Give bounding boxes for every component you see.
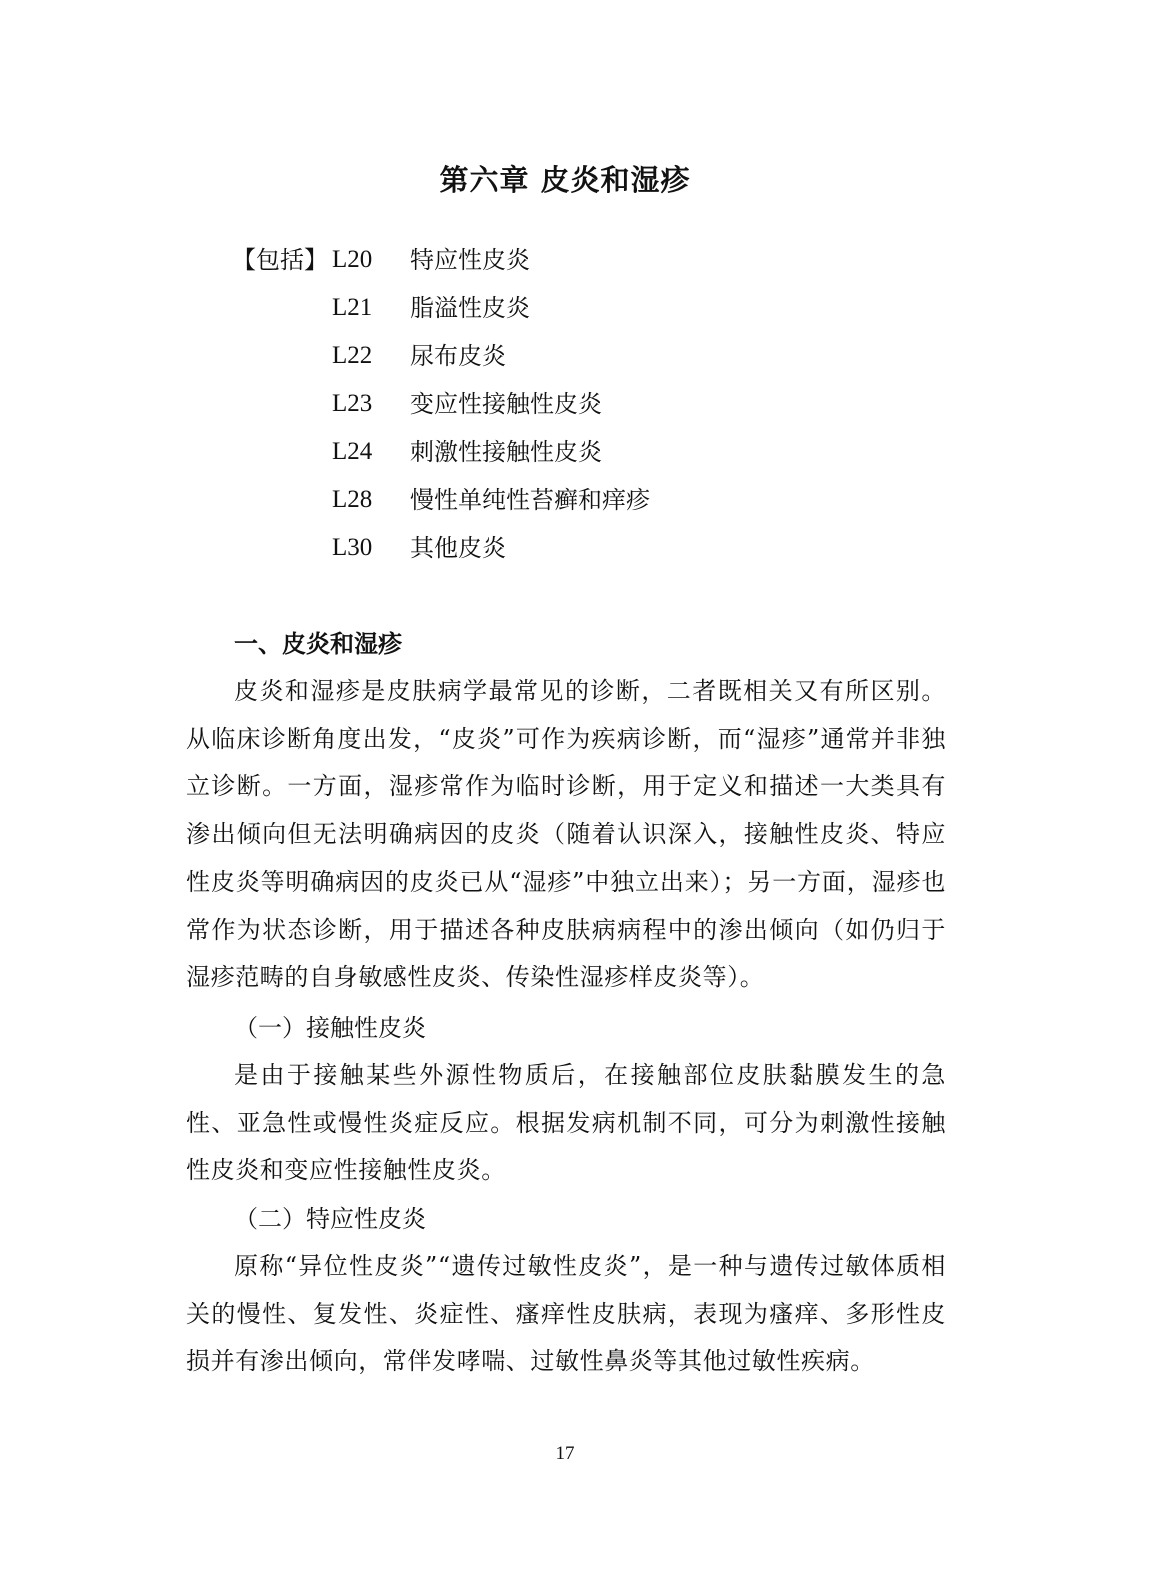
section-heading: 一、皮炎和湿疹 <box>234 630 402 658</box>
includes-row <box>0 336 1152 376</box>
page-number: 17 <box>555 1443 575 1464</box>
subsection-heading: （二）特应性皮炎 <box>234 1205 426 1233</box>
disease-name: 其他皮炎 <box>410 534 506 562</box>
disease-name: 慢性单纯性苔癣和痒疹 <box>410 486 650 514</box>
icd-code: L28 <box>332 486 373 513</box>
icd-code: L30 <box>332 534 373 561</box>
disease-name: 特应性皮炎 <box>410 246 530 274</box>
includes-row <box>0 480 1152 520</box>
subsection-paragraph: 原称“异位性皮炎”“遗传过敏性皮炎”，是一种与遗传过敏体质相关的慢性、复发性、炎症性、瘙痒性皮肤病，表现为瘙痒、多形性皮损并有渗出倾向，常伴发哮喘、过敏性鼻炎等其他过敏性疾病。 <box>186 1252 946 1376</box>
disease-name: 变应性接触性皮炎 <box>410 390 602 418</box>
includes-row <box>0 240 1152 280</box>
intro-paragraph: 皮炎和湿疹是皮肤病学最常见的诊断，二者既相关又有所区别。从临床诊断角度出发，“皮炎”可作为疾病诊断，而“湿疹”通常并非独立诊断。一方面，湿疹常作为临时诊断，用于定义和描述一大类具有渗出倾向但无法明确病因的皮炎（随着认识深入，接触性皮炎、特应性皮炎等明确病因的皮炎已从“湿疹”中独立出来）；另一方面，湿疹也常作为状态诊断，用于描述各种皮肤病病程中的渗出倾向（如仍归于湿疹范畴的自身敏感性皮炎、传染性湿疹样皮炎等）。 <box>186 677 946 992</box>
includes-label: 【包括】 <box>232 246 328 274</box>
includes-row <box>0 432 1152 472</box>
icd-code: L20 <box>332 246 373 273</box>
disease-name: 脂溢性皮炎 <box>410 294 530 322</box>
subsection-paragraph: 是由于接触某些外源性物质后，在接触部位皮肤黏膜发生的急性、亚急性或慢性炎症反应。根据发病机制不同，可分为刺激性接触性皮炎和变应性接触性皮炎。 <box>186 1061 946 1185</box>
icd-code: L24 <box>332 438 373 465</box>
disease-name: 刺激性接触性皮炎 <box>410 438 602 466</box>
includes-row <box>0 528 1152 568</box>
icd-code: L21 <box>332 294 373 321</box>
icd-code: L22 <box>332 342 373 369</box>
icd-code: L23 <box>332 390 373 417</box>
disease-name: 尿布皮炎 <box>410 342 506 370</box>
includes-row <box>0 288 1152 328</box>
includes-row <box>0 384 1152 424</box>
subsection-heading: （一）接触性皮炎 <box>234 1014 426 1042</box>
chapter-title: 第六章 皮炎和湿疹 <box>439 163 691 197</box>
